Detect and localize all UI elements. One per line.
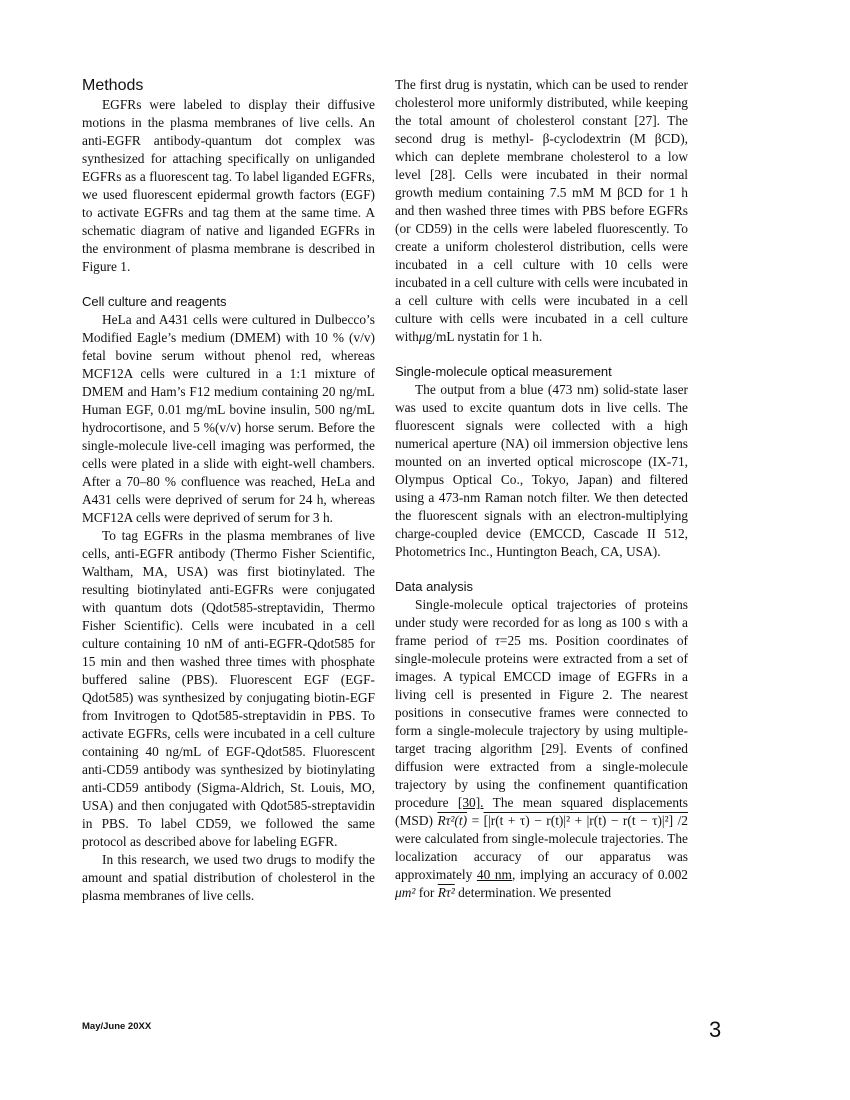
paragraph-cell-culture-2: To tag EGFRs in the plasma membranes of live cells, anti-EGFR antibody (Thermo Fisher Scientific, Waltham, MA, USA) was first biotinylated. The resulting biotinylated anti-EGFRs were conjugated with quantum dots (Qdot585-streptavidin, Thermo Fisher Scientific). Cells were incubated in a cell culture containing 10 nM of anti-EGFR-Qdot585 for 15 min and then washed three times with phosphate buffered saline (PBS). Fluorescent EGF (EGF-Qdot585) was synthesized by conjugating biotin-EGF from Invitrogen to Qdot585-streptavidin in PBS. To activate EGFRs, cells were incubated in a cell culture containing 40 ng/mL of EGF-Qdot585. Fluorescent anti-CD59 antibody was synthesized by biotinylating anti-CD59 antibody (Sigma-Aldrich, St. Louis, MO, USA) and then conjugated with Qdot585-streptavidin in PBS. To label CD59, we followed the same protocol as described above for labeling EGFR. [82, 528, 375, 849]
paragraph-drugs [395, 76, 688, 346]
msd-equals: = [467, 813, 484, 828]
data-text-4: were calculated from single-molecule trajectories. The localization accuracy of our apparatus was approximately [395, 831, 688, 882]
section-heading-optical: Single-molecule optical measurement [395, 364, 612, 379]
data-text-2: =25 ms. Position coordinates of single-molecule proteins were extracted from a set of images. A typical EMCCD image of EGFRs in a living cell is presented in Figure 2. The nearest positions in consecutive frames were connected to form a single-molecule trajectory by using multiple-target tracing algorithm [29]. Events of confined diffusion were extracted from a single-molecule trajectory by using the confinement quantification procedure [395, 633, 688, 810]
section-heading-methods: Methods [82, 77, 144, 94]
accuracy-value: 40 nm [476, 867, 512, 882]
data-text-3: The mean squared displacements (MSD) [395, 795, 688, 828]
paragraph-methods: EGFRs were labeled to display their diffusive motions in the plasma membranes of live cells. An anti-EGFR antibody-quantum dot complex was synthesized for attaching specifically on unliganded EGFRs as a fluorescent tag. To label liganded EGFRs, we used fluorescent epidermal growth factors (EGF) to activate EGFRs and tag them at the same time. A schematic diagram of native and liganded EGFRs in the environment of plasma membrane is described in Figure 1. [82, 97, 375, 274]
section-heading-cell-culture: Cell culture and reagents [82, 294, 227, 309]
drugs-text-2: g/mL nystatin for 1 h. [425, 329, 543, 344]
mu-symbol: μ [418, 329, 426, 344]
data-text-5: , implying an accuracy of 0.002 [511, 867, 688, 882]
paragraph-data-analysis [395, 596, 688, 902]
page-number: 3 [709, 1017, 722, 1042]
paragraph-cell-culture-3: In this research, we used two drugs to modify the amount and spatial distribution of cholesterol in the plasma membranes of live cells. [82, 852, 375, 903]
reference-30-link[interactable]: [30]. [457, 795, 484, 810]
msd-symbol: Rτ²(t) [437, 813, 468, 828]
msd-formula: [|r(t + τ) − r(t)|² + |r(t) − r(t − τ)|²] /2 [483, 813, 688, 828]
paragraph-optical: The output from a blue (473 nm) solid-state laser was used to excite quantum dots in live cells. The fluorescent signals were collected with a high numerical aperture (NA) oil immersion objective lens mounted on an inverted optical microscope (IX-71, Olympus Optical Co., Tokyo, Japan) and filtered using a 473-nm Raman notch filter. We then detected the fluorescent signals with an electron-multiplying charge-coupled device (EMCCD, Cascade II 512, Photometrics Inc., Huntington Beach, CA, USA). [395, 382, 688, 559]
rtau2-symbol: Rτ² [437, 885, 455, 900]
paragraph-cell-culture-1: HeLa and A431 cells were cultured in Dulbecco’s Modified Eagle’s medium (DMEM) with 10 % (v/v) fetal bovine serum without phenol red, whereas MCF12A cells were cultured in a 1:1 mixture of DMEM and Ham’s F12 medium containing 20 ng/mL Human EGF, 0.01 mg/mL bovine insulin, 500 ng/mL hydrocortisone, and 5 %(v/v) horse serum. Before the single-molecule live-cell imaging was performed, the cells were plated in a slide with eight-well chambers. After a 70–80 % confluence was reached, HeLa and A431 cells were deprived of serum for 24 h, whereas MCF12A cells were deprived of serum for 3 h. [82, 312, 375, 525]
drugs-text-1: The first drug is nystatin, which can be used to render cholesterol more uniformly distributed, while keeping the total amount of cholesterol constant [27]. The second drug is methyl- β-cyclodextrin (M βCD), which can deplete membrane cholesterol to a low level [28]. Cells were incubated in their normal growth medium containing 7.5 mM M βCD for 1 h and then washed three times with PBS before EGFRs (or CD59) in the cells were labeled fluorescently. To create a uniform cholesterol distribution, cells were incubated in a cell culture with 10 cells were incubated in a cell culture with cells were incubated in a cell culture with cells were incubated in a cell culture with cells were incubated in a cell culture with [395, 77, 688, 344]
right-column [395, 76, 688, 902]
tau-symbol: τ [495, 633, 500, 648]
section-heading-data-analysis: Data analysis [395, 579, 474, 594]
unit-symbol: μm² [395, 885, 416, 900]
data-text-7: determination. We presented [454, 885, 612, 900]
left-column [82, 76, 375, 905]
data-text-1: Single-molecule optical trajectories of proteins under study were recorded for as long as 100 s with a frame period of [395, 597, 688, 648]
footer-issue: May/June 20XX [82, 1021, 152, 1032]
data-text-6: for [415, 885, 438, 900]
